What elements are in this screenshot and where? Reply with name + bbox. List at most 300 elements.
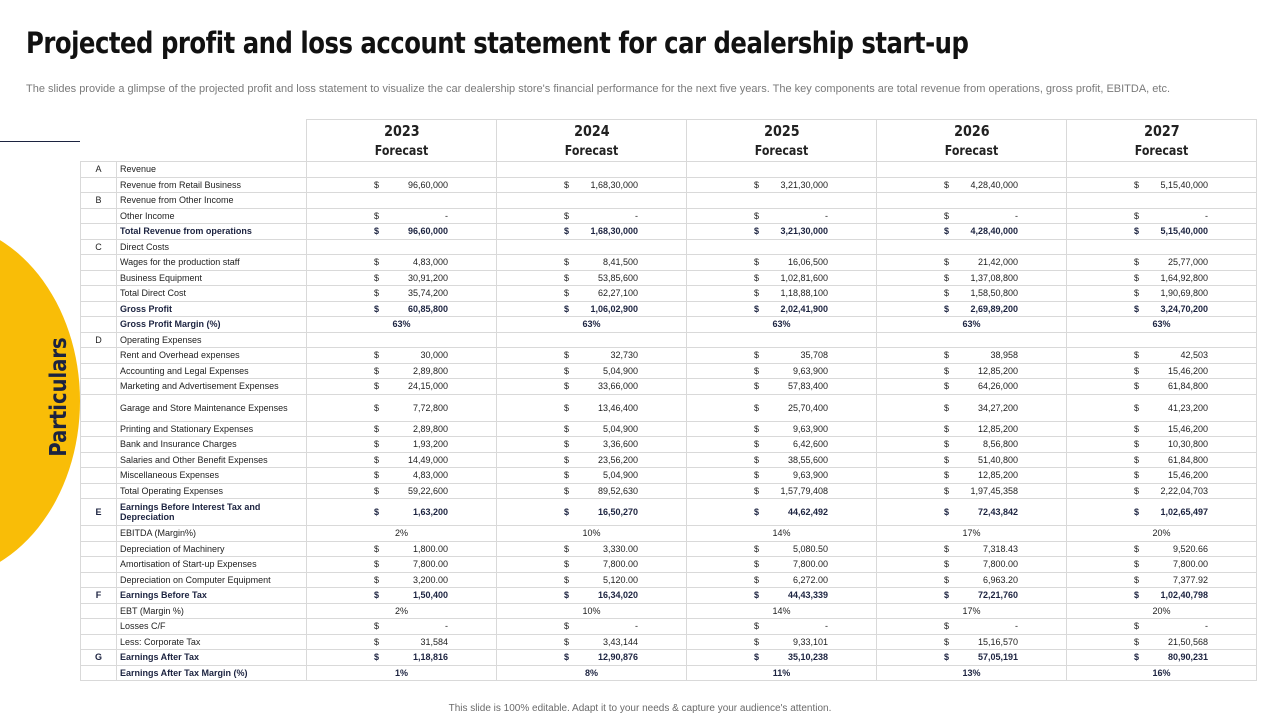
currency-symbol: $ [754, 179, 760, 190]
currency-symbol: $ [754, 350, 760, 361]
amount: 1,37,08,800 [970, 272, 1018, 283]
empty-cell [687, 239, 877, 255]
amount: 1,90,69,800 [1160, 288, 1208, 299]
amount: 44,62,492 [787, 507, 828, 517]
value-cell [497, 588, 687, 604]
currency-symbol: $ [564, 381, 570, 392]
amount: 33,66,000 [597, 381, 638, 392]
amount: 14,49,000 [407, 454, 448, 465]
value-cell [877, 394, 1067, 421]
particular-label: Earnings Before Interest Tax and Depreciation [117, 499, 307, 526]
currency-symbol: $ [944, 303, 950, 314]
value-cell [497, 468, 687, 484]
section-letter [81, 301, 117, 317]
percent-cell: 2% [307, 526, 497, 542]
currency-symbol: $ [374, 179, 380, 190]
amount: 1,68,30,000 [590, 179, 638, 190]
section-letter: E [81, 499, 117, 526]
section-letter [81, 270, 117, 286]
amount: 96,60,000 [407, 226, 448, 237]
particular-label: Earnings Before Tax [117, 588, 307, 604]
amount: - [1015, 210, 1018, 221]
value-cell [307, 468, 497, 484]
amount: 57,05,191 [977, 652, 1018, 663]
amount: - [635, 621, 638, 632]
percent-cell: 1% [307, 665, 497, 681]
amount: 3,36,600 [602, 439, 638, 450]
value-cell [307, 270, 497, 286]
value-cell [307, 363, 497, 379]
amount: 42,503 [1180, 350, 1208, 361]
currency-symbol: $ [564, 365, 570, 376]
amount: 12,85,200 [977, 470, 1018, 481]
value-cell [307, 255, 497, 271]
empty-cell [877, 162, 1067, 178]
value-cell [877, 541, 1067, 557]
currency-symbol: $ [944, 439, 950, 450]
section-letter [81, 619, 117, 635]
amount: - [1205, 621, 1208, 632]
currency-symbol: $ [1134, 257, 1140, 268]
amount: 34,27,200 [977, 402, 1018, 413]
currency-symbol: $ [564, 652, 570, 663]
currency-symbol: $ [564, 210, 570, 221]
value-cell [1067, 394, 1257, 421]
amount: 7,72,800 [412, 402, 448, 413]
value-cell [877, 379, 1067, 395]
currency-symbol: $ [944, 402, 950, 413]
currency-symbol: $ [1134, 543, 1140, 554]
particular-label: Revenue from Other Income [117, 193, 307, 209]
amount: 7,800.00 [792, 559, 828, 570]
empty-cell [877, 239, 1067, 255]
currency-symbol: $ [1134, 652, 1140, 663]
amount: 4,83,000 [412, 257, 448, 268]
value-cell [307, 619, 497, 635]
currency-symbol: $ [944, 485, 950, 496]
amount: 61,84,800 [1167, 454, 1208, 465]
value-cell [497, 270, 687, 286]
currency-symbol: $ [564, 636, 570, 647]
amount: - [635, 210, 638, 221]
value-cell [497, 452, 687, 468]
amount: 35,708 [800, 350, 828, 361]
currency-symbol: $ [374, 350, 380, 361]
particular-label: Wages for the production staff [117, 255, 307, 271]
value-cell [497, 177, 687, 193]
amount: 3,21,30,000 [780, 179, 828, 190]
particular-label: Miscellaneous Expenses [117, 468, 307, 484]
amount: 10,30,800 [1167, 439, 1208, 450]
percent-cell: 20% [1067, 603, 1257, 619]
empty-cell [687, 332, 877, 348]
value-cell [877, 634, 1067, 650]
currency-symbol: $ [374, 257, 380, 268]
value-cell [307, 572, 497, 588]
value-cell [687, 588, 877, 604]
currency-symbol: $ [1134, 636, 1140, 647]
amount: 44,43,339 [787, 590, 828, 601]
amount: 3,21,30,000 [780, 226, 828, 237]
section-letter [81, 286, 117, 302]
amount: 7,318.43 [982, 543, 1018, 554]
value-cell [687, 363, 877, 379]
empty-cell [1067, 332, 1257, 348]
value-cell [497, 208, 687, 224]
amount: 23,56,200 [597, 454, 638, 465]
table-row [81, 665, 1257, 681]
value-cell [1067, 255, 1257, 271]
amount: 1,02,40,798 [1160, 590, 1208, 601]
value-cell [1067, 224, 1257, 240]
value-cell [497, 224, 687, 240]
empty-cell [877, 193, 1067, 209]
currency-symbol: $ [1134, 485, 1140, 496]
table-row [81, 379, 1257, 395]
currency-symbol: $ [564, 439, 570, 450]
amount: 96,60,000 [407, 179, 448, 190]
amount: 8,56,800 [982, 439, 1018, 450]
amount: 6,272.00 [792, 574, 828, 585]
amount: 9,33,101 [792, 636, 828, 647]
empty-cell [497, 162, 687, 178]
amount: 25,70,400 [787, 402, 828, 413]
forecast-header: Forecast [497, 141, 687, 162]
value-cell [307, 483, 497, 499]
percent-cell: 10% [497, 526, 687, 542]
forecast-header: Forecast [1067, 141, 1257, 162]
amount: 12,85,200 [977, 423, 1018, 434]
value-cell [307, 634, 497, 650]
value-cell [497, 421, 687, 437]
empty-cell [307, 332, 497, 348]
amount: 5,120.00 [602, 574, 638, 585]
section-letter: D [81, 332, 117, 348]
table-row [81, 499, 1257, 526]
section-letter [81, 541, 117, 557]
table-row [81, 437, 1257, 453]
section-letter [81, 394, 117, 421]
amount: 35,10,238 [787, 652, 828, 663]
value-cell [1067, 379, 1257, 395]
amount: 89,52,630 [597, 485, 638, 496]
value-cell [307, 437, 497, 453]
section-letter [81, 224, 117, 240]
value-cell [497, 499, 687, 526]
currency-symbol: $ [1134, 350, 1140, 361]
value-cell [877, 208, 1067, 224]
section-letter: A [81, 162, 117, 178]
amount: 8,41,500 [602, 257, 638, 268]
amount: - [445, 210, 448, 221]
amount: 57,83,400 [787, 381, 828, 392]
amount: 2,89,800 [412, 423, 448, 434]
currency-symbol: $ [944, 574, 950, 585]
particular-label: Direct Costs [117, 239, 307, 255]
currency-symbol: $ [564, 559, 570, 570]
value-cell [307, 208, 497, 224]
currency-symbol: $ [374, 210, 380, 221]
currency-symbol: $ [754, 543, 760, 554]
value-cell [307, 588, 497, 604]
amount: 5,15,40,000 [1160, 226, 1208, 237]
value-cell [687, 634, 877, 650]
amount: 21,50,568 [1167, 636, 1208, 647]
page-subtitle: The slides provide a glimpse of the projected profit and loss statement to visualize the car dealership store's financial performance for the next five years. The key components are total revenue from operations, gross profit, EBITDA, etc. [26, 83, 1171, 95]
value-cell [1067, 541, 1257, 557]
currency-symbol: $ [374, 485, 380, 496]
particular-label: Revenue from Retail Business [117, 177, 307, 193]
amount: 30,91,200 [407, 272, 448, 283]
amount: 7,800.00 [412, 559, 448, 570]
particular-label: Losses C/F [117, 619, 307, 635]
amount: 72,43,842 [977, 507, 1018, 517]
table-row [81, 588, 1257, 604]
value-cell [497, 379, 687, 395]
particular-label: Earnings After Tax Margin (%) [117, 665, 307, 681]
currency-symbol: $ [754, 226, 760, 237]
amount: 16,34,020 [597, 590, 638, 601]
value-cell [687, 650, 877, 666]
amount: 1,57,79,408 [780, 485, 828, 496]
amount: 1,800.00 [412, 543, 448, 554]
table-row [81, 526, 1257, 542]
currency-symbol: $ [754, 559, 760, 570]
value-cell [497, 634, 687, 650]
table-row [81, 619, 1257, 635]
value-cell [687, 348, 877, 364]
value-cell [307, 348, 497, 364]
amount: 38,958 [990, 350, 1018, 361]
currency-symbol: $ [754, 423, 760, 434]
value-cell [1067, 270, 1257, 286]
currency-symbol: $ [754, 303, 760, 314]
table-row [81, 332, 1257, 348]
table-row [81, 239, 1257, 255]
value-cell [687, 286, 877, 302]
value-cell [497, 541, 687, 557]
empty-cell [497, 193, 687, 209]
value-cell [877, 301, 1067, 317]
value-cell [687, 177, 877, 193]
section-letter [81, 483, 117, 499]
particular-label: Accounting and Legal Expenses [117, 363, 307, 379]
amount: 7,800.00 [602, 559, 638, 570]
section-letter [81, 572, 117, 588]
currency-symbol: $ [754, 590, 760, 601]
percent-cell: 20% [1067, 526, 1257, 542]
currency-symbol: $ [754, 470, 760, 481]
currency-symbol: $ [1134, 210, 1140, 221]
section-letter [81, 177, 117, 193]
percent-cell: 2% [307, 603, 497, 619]
value-cell [1067, 452, 1257, 468]
amount: 5,04,900 [602, 365, 638, 376]
forecast-header: Forecast [687, 141, 877, 162]
forecast-header: Forecast [307, 141, 497, 162]
particular-label: Revenue [117, 162, 307, 178]
section-letter [81, 208, 117, 224]
particular-label: Operating Expenses [117, 332, 307, 348]
particular-label: Bank and Insurance Charges [117, 437, 307, 453]
currency-symbol: $ [564, 288, 570, 299]
amount: 51,40,800 [977, 454, 1018, 465]
percent-cell: 63% [497, 317, 687, 333]
amount: - [445, 621, 448, 632]
amount: 15,16,570 [977, 636, 1018, 647]
amount: 1,02,81,600 [780, 272, 828, 283]
currency-symbol: $ [1134, 574, 1140, 585]
section-letter [81, 379, 117, 395]
amount: 1,50,400 [412, 590, 448, 601]
currency-symbol: $ [754, 621, 760, 632]
currency-symbol: $ [374, 226, 380, 237]
percent-cell: 14% [687, 603, 877, 619]
value-cell [307, 286, 497, 302]
particular-label: Business Equipment [117, 270, 307, 286]
particular-label: Total Operating Expenses [117, 483, 307, 499]
value-cell [1067, 348, 1257, 364]
currency-symbol: $ [1134, 381, 1140, 392]
value-cell [307, 541, 497, 557]
profit-loss-table [80, 119, 1257, 681]
currency-symbol: $ [374, 590, 380, 601]
amount: 13,46,400 [597, 402, 638, 413]
particular-label: Rent and Overhead expenses [117, 348, 307, 364]
currency-symbol: $ [1134, 423, 1140, 434]
amount: 12,85,200 [977, 365, 1018, 376]
empty-cell [307, 162, 497, 178]
section-letter [81, 634, 117, 650]
currency-symbol: $ [374, 621, 380, 632]
section-letter: C [81, 239, 117, 255]
particulars-label: Particulars [46, 337, 72, 457]
amount: 3,24,70,200 [1160, 303, 1208, 314]
value-cell [687, 270, 877, 286]
currency-symbol: $ [944, 226, 950, 237]
amount: 1,93,200 [412, 439, 448, 450]
table-row [81, 208, 1257, 224]
currency-symbol: $ [754, 272, 760, 283]
value-cell [307, 394, 497, 421]
section-letter [81, 557, 117, 573]
year-header: 2024 [497, 120, 687, 142]
percent-cell: 63% [877, 317, 1067, 333]
currency-symbol: $ [1134, 226, 1140, 237]
table-row [81, 634, 1257, 650]
value-cell [877, 224, 1067, 240]
value-cell [1067, 286, 1257, 302]
amount: 9,520.66 [1172, 543, 1208, 554]
section-letter [81, 437, 117, 453]
amount: 32,730 [610, 350, 638, 361]
currency-symbol: $ [374, 272, 380, 283]
table-row [81, 452, 1257, 468]
currency-symbol: $ [1134, 288, 1140, 299]
currency-symbol: $ [944, 559, 950, 570]
value-cell [687, 541, 877, 557]
amount: 7,800.00 [1172, 559, 1208, 570]
currency-symbol: $ [1134, 179, 1140, 190]
particular-label: Depreciation of Machinery [117, 541, 307, 557]
footer-note: This slide is 100% editable. Adapt it to your needs & capture your audience's attention. [448, 703, 832, 714]
amount: 9,63,900 [792, 365, 828, 376]
particular-label: Gross Profit Margin (%) [117, 317, 307, 333]
currency-symbol: $ [374, 365, 380, 376]
value-cell [1067, 437, 1257, 453]
empty-cell [307, 193, 497, 209]
particular-label: Depreciation on Computer Equipment [117, 572, 307, 588]
empty-cell [497, 239, 687, 255]
value-cell [1067, 208, 1257, 224]
section-letter: F [81, 588, 117, 604]
amount: 25,77,000 [1167, 257, 1208, 268]
amount: 3,330.00 [602, 543, 638, 554]
amount: 9,63,900 [792, 423, 828, 434]
currency-symbol: $ [564, 350, 570, 361]
table-row [81, 603, 1257, 619]
amount: 6,42,600 [792, 439, 828, 450]
empty-cell [1067, 193, 1257, 209]
percent-cell: 13% [877, 665, 1067, 681]
currency-symbol: $ [564, 226, 570, 237]
value-cell [497, 650, 687, 666]
currency-symbol: $ [374, 288, 380, 299]
value-cell [687, 619, 877, 635]
amount: 2,89,800 [412, 365, 448, 376]
value-cell [1067, 483, 1257, 499]
table-row [81, 255, 1257, 271]
section-letter [81, 452, 117, 468]
currency-symbol: $ [1134, 559, 1140, 570]
forecast-header-row [81, 141, 1257, 162]
currency-symbol: $ [374, 439, 380, 450]
amount: 24,15,000 [407, 381, 448, 392]
amount: 1,64,92,800 [1160, 272, 1208, 283]
section-letter [81, 468, 117, 484]
currency-symbol: $ [944, 590, 950, 601]
currency-symbol: $ [1134, 303, 1140, 314]
currency-symbol: $ [1134, 470, 1140, 481]
amount: 61,84,800 [1167, 381, 1208, 392]
amount: 62,27,100 [597, 288, 638, 299]
amount: 60,85,800 [407, 303, 448, 314]
value-cell [1067, 363, 1257, 379]
year-header: 2026 [877, 120, 1067, 142]
page-title: Projected profit and loss account statement for car dealership start-up [26, 26, 969, 60]
value-cell [307, 301, 497, 317]
value-cell [687, 255, 877, 271]
currency-symbol: $ [944, 179, 950, 190]
empty-cell [1067, 239, 1257, 255]
value-cell [687, 301, 877, 317]
particular-label: Total Revenue from operations [117, 224, 307, 240]
value-cell [307, 650, 497, 666]
amount: 4,28,40,000 [970, 179, 1018, 190]
value-cell [687, 224, 877, 240]
particular-label: EBT (Margin %) [117, 603, 307, 619]
currency-symbol: $ [754, 365, 760, 376]
value-cell [877, 348, 1067, 364]
currency-symbol: $ [564, 272, 570, 283]
value-cell [877, 286, 1067, 302]
amount: 1,97,45,358 [970, 485, 1018, 496]
amount: 2,22,04,703 [1160, 485, 1208, 496]
table-row [81, 468, 1257, 484]
currency-symbol: $ [1134, 590, 1140, 601]
amount: 53,85,600 [597, 272, 638, 283]
table-row [81, 572, 1257, 588]
